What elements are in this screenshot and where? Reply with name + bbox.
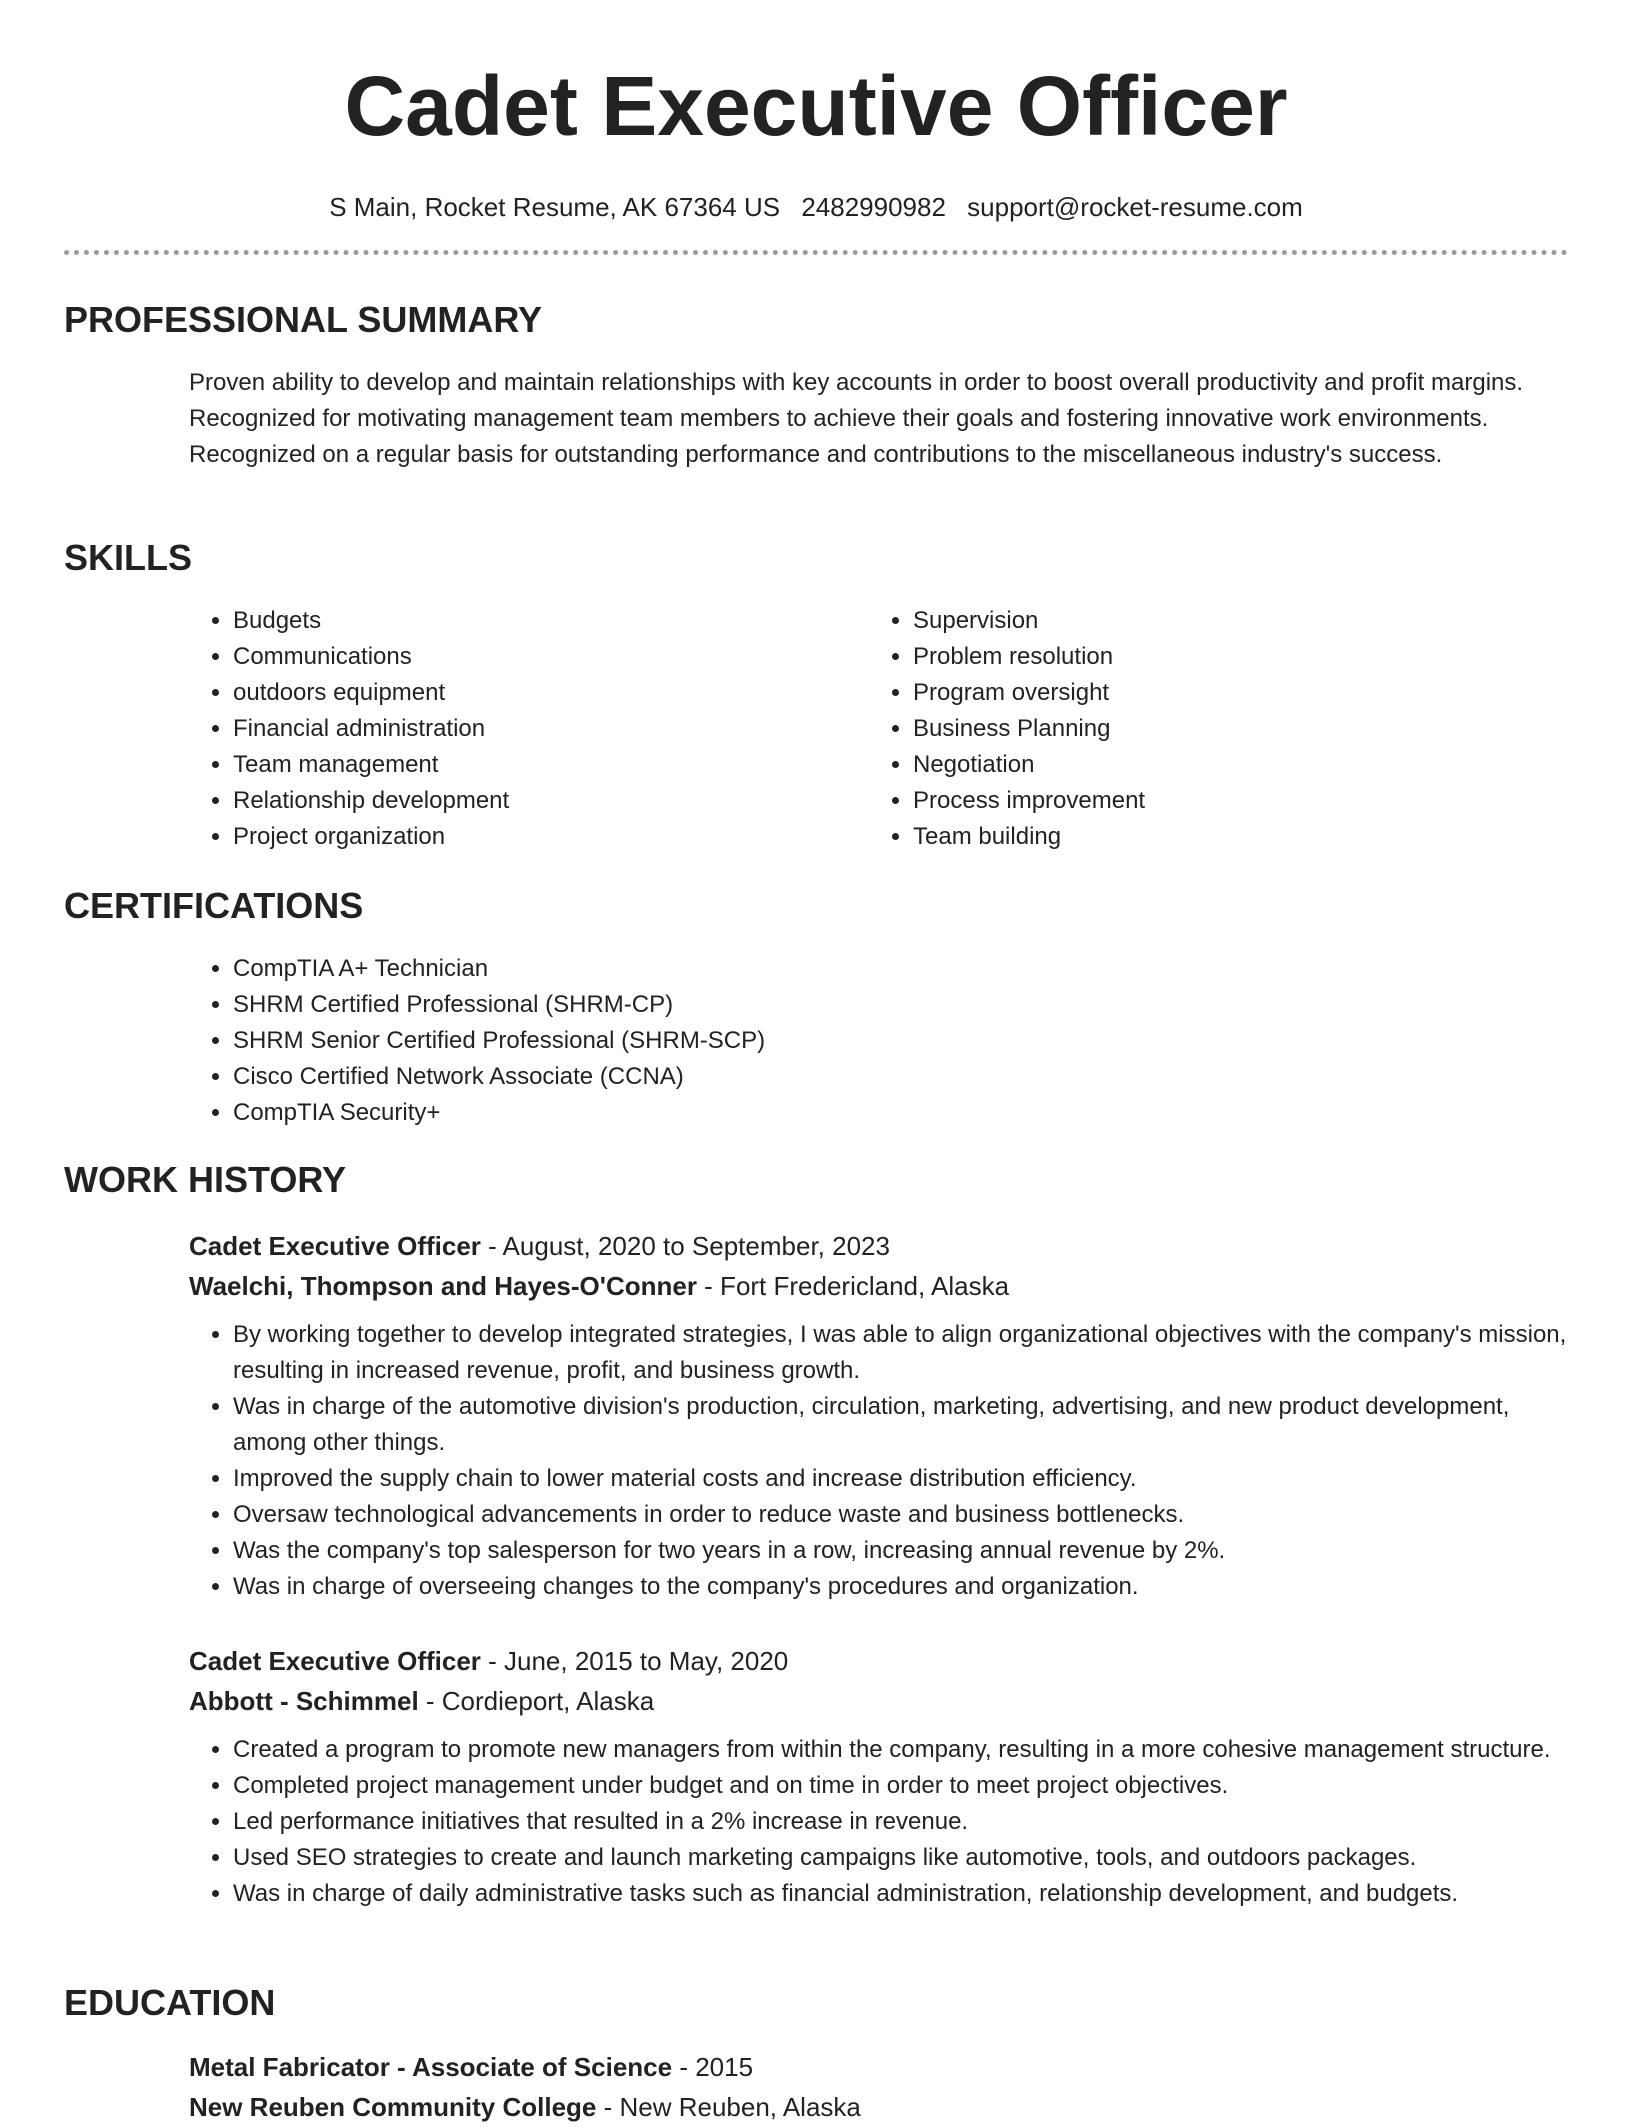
contact-address: S Main, Rocket Resume, AK 67364 US xyxy=(329,192,781,222)
job-company-line xyxy=(189,1266,1569,1306)
skill-item: • Communications xyxy=(233,639,869,675)
education-entry xyxy=(189,2047,1569,2127)
skill-item: • Business Planning xyxy=(913,711,1549,747)
job-duty-item: • By working together to develop integrated strategies, I was able to align organizational objectives with the company's mission, resulting in increased revenue, profit, and business growth. xyxy=(233,1317,1569,1389)
education-school: New Reuben Community College xyxy=(189,2092,597,2122)
certification-item: • CompTIA A+ Technician xyxy=(233,951,1569,987)
contact-phone: 2482990982 xyxy=(801,192,946,222)
job-role: Cadet Executive Officer xyxy=(189,1231,481,1261)
skill-item: • Process improvement xyxy=(913,783,1549,819)
job-duty-item: • Was in charge of overseeing changes to the company's procedures and organization. xyxy=(233,1569,1569,1605)
skill-item: • Budgets xyxy=(233,603,869,639)
summary-text: Proven ability to develop and maintain relationships with key accounts in order to boost overall productivity and profit margins. Recognized for motivating management team members to achieve their goals and fostering innovative work environments. Recognized on a regular basis for outstanding performance and contributions to the miscellaneous industry's success. xyxy=(189,369,1524,468)
certifications-heading: CERTIFICATIONS xyxy=(64,885,364,926)
job-title-line xyxy=(189,1226,1569,1266)
job-duty-item: • Was the company's top salesperson for two years in a row, increasing annual revenue by 2%. xyxy=(233,1533,1569,1569)
skill-item: • Negotiation xyxy=(913,747,1549,783)
contact-line xyxy=(0,190,1632,224)
work-history-heading: WORK HISTORY xyxy=(64,1159,347,1200)
job-duty-item: • Improved the supply chain to lower material costs and increase distribution efficiency. xyxy=(233,1461,1569,1497)
skill-item: • outdoors equipment xyxy=(233,675,869,711)
skills-heading: SKILLS xyxy=(64,537,193,578)
job-duty-item: • Created a program to promote new managers from within the company, resulting in a more cohesive management structure. xyxy=(233,1732,1569,1768)
education-location: - New Reuben, Alaska xyxy=(596,2092,861,2122)
resume-header xyxy=(0,0,1632,224)
job-duties xyxy=(189,1317,1569,1605)
job-dates: - August, 2020 to September, 2023 xyxy=(480,1231,890,1261)
certifications-list xyxy=(189,951,1569,1131)
certification-item: • SHRM Senior Certified Professional (SHRM-SCP) xyxy=(233,1023,1569,1059)
candidate-name: Cadet Executive Officer xyxy=(344,59,1288,153)
job-duty-item: • Led performance initiatives that resulted in a 2% increase in revenue. xyxy=(233,1804,1569,1840)
skill-item: • Program oversight xyxy=(913,675,1549,711)
job-duty-item: • Was in charge of daily administrative tasks such as financial administration, relationship development, and budgets. xyxy=(233,1876,1569,1912)
job-duty-item: • Oversaw technological advancements in order to reduce waste and business bottlenecks. xyxy=(233,1497,1569,1533)
job-entry xyxy=(189,1226,1569,1605)
certification-item: • SHRM Certified Professional (SHRM-CP) xyxy=(233,987,1569,1023)
skills-list xyxy=(189,603,1569,855)
contact-email: support@rocket-resume.com xyxy=(967,192,1303,222)
skill-item: • Supervision xyxy=(913,603,1549,639)
job-title-line xyxy=(189,1641,1569,1681)
skill-item: • Problem resolution xyxy=(913,639,1549,675)
skills-column-right xyxy=(869,603,1549,855)
skill-item: • Financial administration xyxy=(233,711,869,747)
job-entry xyxy=(189,1641,1569,1912)
job-location: - Fort Fredericland, Alaska xyxy=(696,1271,1010,1301)
job-company-line xyxy=(189,1681,1569,1721)
job-role: Cadet Executive Officer xyxy=(189,1646,481,1676)
job-company: Waelchi, Thompson and Hayes-O'Conner xyxy=(189,1271,697,1301)
education-heading: EDUCATION xyxy=(64,1982,276,2023)
certification-item: • CompTIA Security+ xyxy=(233,1095,1569,1131)
header-divider xyxy=(64,250,1568,255)
summary-heading: PROFESSIONAL SUMMARY xyxy=(64,299,543,340)
skills-column-left xyxy=(189,603,869,855)
education-year: - 2015 xyxy=(672,2052,754,2082)
job-location: - Cordieport, Alaska xyxy=(418,1686,655,1716)
skill-item: • Team management xyxy=(233,747,869,783)
education-school-line xyxy=(189,2087,1569,2127)
skill-item: • Relationship development xyxy=(233,783,869,819)
job-duty-item: • Completed project management under budget and on time in order to meet project objectives. xyxy=(233,1768,1569,1804)
certification-item: • Cisco Certified Network Associate (CCNA) xyxy=(233,1059,1569,1095)
job-company: Abbott - Schimmel xyxy=(189,1686,419,1716)
skill-item: • Project organization xyxy=(233,819,869,855)
job-duty-item: • Was in charge of the automotive division's production, circulation, marketing, advertising, and new product development, among other things. xyxy=(233,1389,1569,1461)
education-degree: Metal Fabricator - Associate of Science xyxy=(189,2052,673,2082)
job-dates: - June, 2015 to May, 2020 xyxy=(480,1646,789,1676)
job-duties xyxy=(189,1732,1569,1912)
job-duty-item: • Used SEO strategies to create and launch marketing campaigns like automotive, tools, and outdoors packages. xyxy=(233,1840,1569,1876)
skill-item: • Team building xyxy=(913,819,1549,855)
education-degree-line xyxy=(189,2047,1569,2087)
